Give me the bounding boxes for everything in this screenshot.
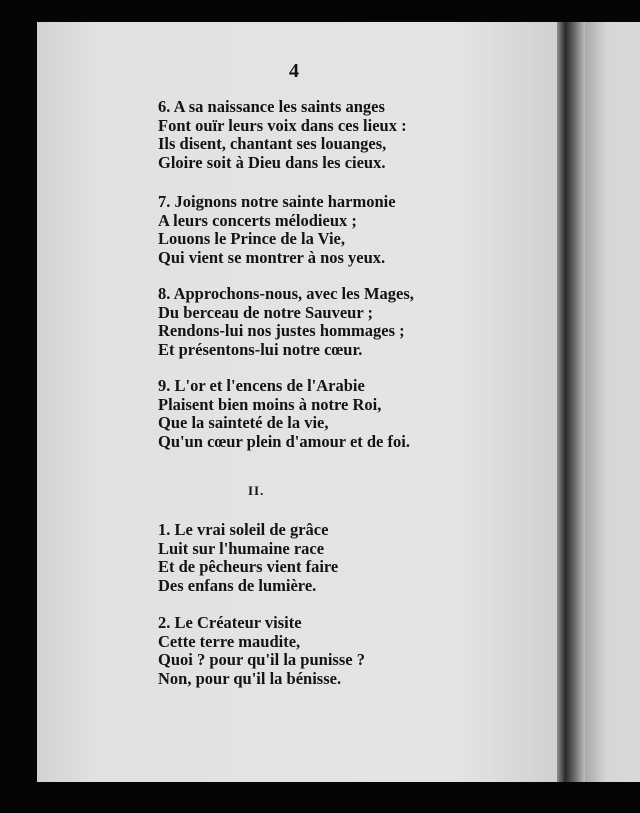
stanza-8 (158, 285, 414, 359)
stanza-line: Du berceau de notre Sauveur ; (158, 302, 373, 322)
stanza-6 (158, 98, 407, 172)
stanza-line: Des enfans de lumière. (158, 575, 317, 595)
stanza-line: 8. Approchons-nous, avec les Mages, (158, 284, 414, 303)
stanza-line: Rendons-lui nos justes hommages ; (158, 321, 405, 340)
stanza-line: 9. L'or et l'encens de l'Arabie (158, 376, 365, 395)
stanza-line: Plaisent bien moins à notre Roi, (158, 394, 382, 414)
stanza-line: 6. A sa naissance les saints anges (158, 97, 385, 116)
section-heading: II. (248, 483, 265, 498)
stanza-9 (158, 377, 410, 451)
stanza-line: 1. Le vrai soleil de grâce (158, 520, 329, 539)
stanza-line: Non, pour qu'il la bénisse. (158, 668, 342, 688)
stanza-line: Gloire soit à Dieu dans les cieux. (158, 152, 386, 172)
stanza-7 (158, 193, 396, 267)
stanza-line: Louons le Prince de la Vie, (158, 229, 345, 248)
stanza-line: Qui vient se montrer à nos yeux. (158, 247, 386, 267)
stanza-line: Ils disent, chantant ses louanges, (158, 134, 387, 153)
stanza-line: A leurs concerts mélodieux ; (158, 210, 357, 230)
facing-page-edge (585, 22, 640, 782)
stanza-line: Et présentons-lui notre cœur. (158, 339, 363, 359)
stanza-line: Cette terre maudite, (158, 631, 301, 651)
stanza-line: 2. Le Créateur visite (158, 613, 302, 632)
stanza-line: Font ouïr leurs voix dans ces lieux : (158, 115, 407, 135)
book-spine (557, 22, 585, 782)
stanza-ii-2 (158, 614, 365, 688)
stanza-ii-1 (158, 521, 338, 595)
stanza-line: Quoi ? pour qu'il la punisse ? (158, 650, 365, 669)
page-number: 4 (289, 60, 299, 82)
stanza-line: 7. Joignons notre sainte harmonie (158, 192, 396, 211)
stanza-line: Luit sur l'humaine race (158, 538, 325, 558)
stanza-line: Qu'un cœur plein d'amour et de foi. (158, 431, 410, 451)
stanza-line: Et de pêcheurs vient faire (158, 557, 339, 576)
stanza-line: Que la sainteté de la vie, (158, 413, 329, 432)
